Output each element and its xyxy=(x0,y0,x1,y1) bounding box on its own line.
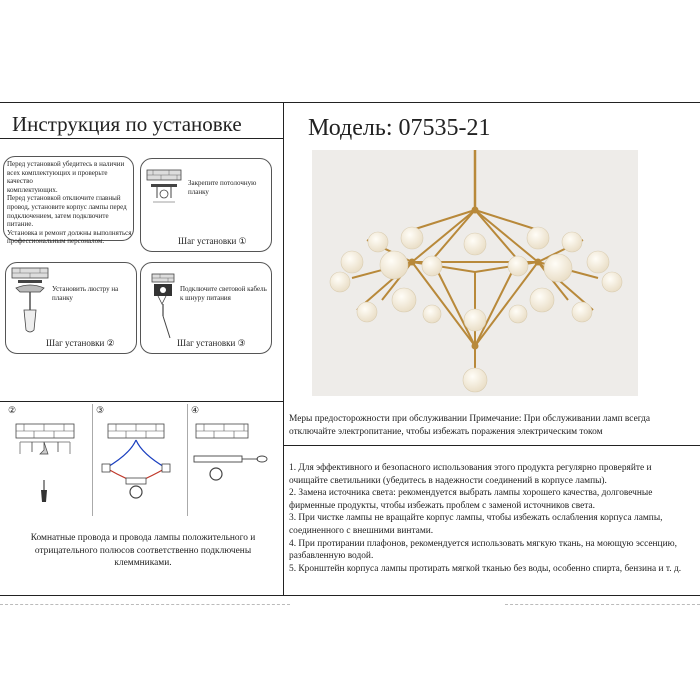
left-mid-rule xyxy=(0,401,283,402)
model-title: Модель: 07535-21 xyxy=(308,115,491,141)
wiring-divider-1 xyxy=(92,404,93,516)
step3-label: Шаг установки ③ xyxy=(177,338,246,348)
cable-connect-diagram xyxy=(148,272,180,342)
ceiling-plate-diagram xyxy=(145,168,185,218)
care-instructions: 1. Для эффективного и безопасного использования этого продукта регулярно проверяйте и очищайте светильники (убедитесь в надежности соединений в корпусе лампы). 2. Замена источника света: рекомендуется выбрать лампы хорошего качества, долговечные фирменные продукты, чтобы избежать проблем с заменой источников света. 3. При чистке лампы не вращайте корпус лампы, чтобы избежать ослабления корпуса лампы, соединенного с внешними винтами. 4. При протирании плафонов, рекомендуется использовать мягкую ткань, на моющую эссенцию, разбавленную водой. 5. Кронштейн корпуса лампы протирать мягкой тканью без воды, особенно спирта, бензина и т. д. xyxy=(289,463,682,574)
dotted-divider-right xyxy=(505,604,700,606)
step2-caption: Установить люстру на планку xyxy=(52,285,119,302)
step1-label: Шаг установки ① xyxy=(178,236,247,246)
step1-caption: Закрепите потолочную планку xyxy=(188,179,257,196)
chandelier-mount-diagram xyxy=(10,266,60,340)
center-divider xyxy=(283,102,284,595)
precautions-text: Меры предосторожности при обслуживании Примечание: При обслуживании ламп всегда отключайте электропитание, чтобы избежать поражения электрическим током xyxy=(289,414,651,437)
chandelier-illustration xyxy=(312,150,638,396)
right-mid-rule xyxy=(283,445,700,446)
bottom-rule xyxy=(0,595,700,596)
step3-caption: Подключите световой кабель к шнуру питания xyxy=(180,285,267,302)
wiring-label-3: ③ xyxy=(96,405,105,415)
dotted-divider-left xyxy=(0,604,290,606)
left-title-rule xyxy=(0,138,283,139)
wiring-note: Комнатные провода и провода лампы положительного и отрицательного полюсов соответственно подключены клеммниками. xyxy=(30,533,256,569)
wiring-diagram-4 xyxy=(192,420,272,490)
product-photo xyxy=(312,150,638,396)
top-rule xyxy=(0,102,700,103)
wiring-diagram-2 xyxy=(10,420,80,508)
wiring-divider-2 xyxy=(187,404,188,516)
wiring-label-4: ④ xyxy=(191,405,200,415)
wiring-diagram-3 xyxy=(100,420,176,508)
instruction-title: Инструкция по установке xyxy=(12,112,242,136)
wiring-label-2: ② xyxy=(8,405,17,415)
step2-label: Шаг установки ② xyxy=(46,338,115,348)
notes-text: Перед установкой убедитесь в наличии всех комплектующих и проверьте качество комплектующих. Перед установкой отключите главный провод, установите корпус лампы перед подключением, затем подключите питание. Установка и ремонт должны выполняться профессиональным персоналом. xyxy=(7,160,132,246)
